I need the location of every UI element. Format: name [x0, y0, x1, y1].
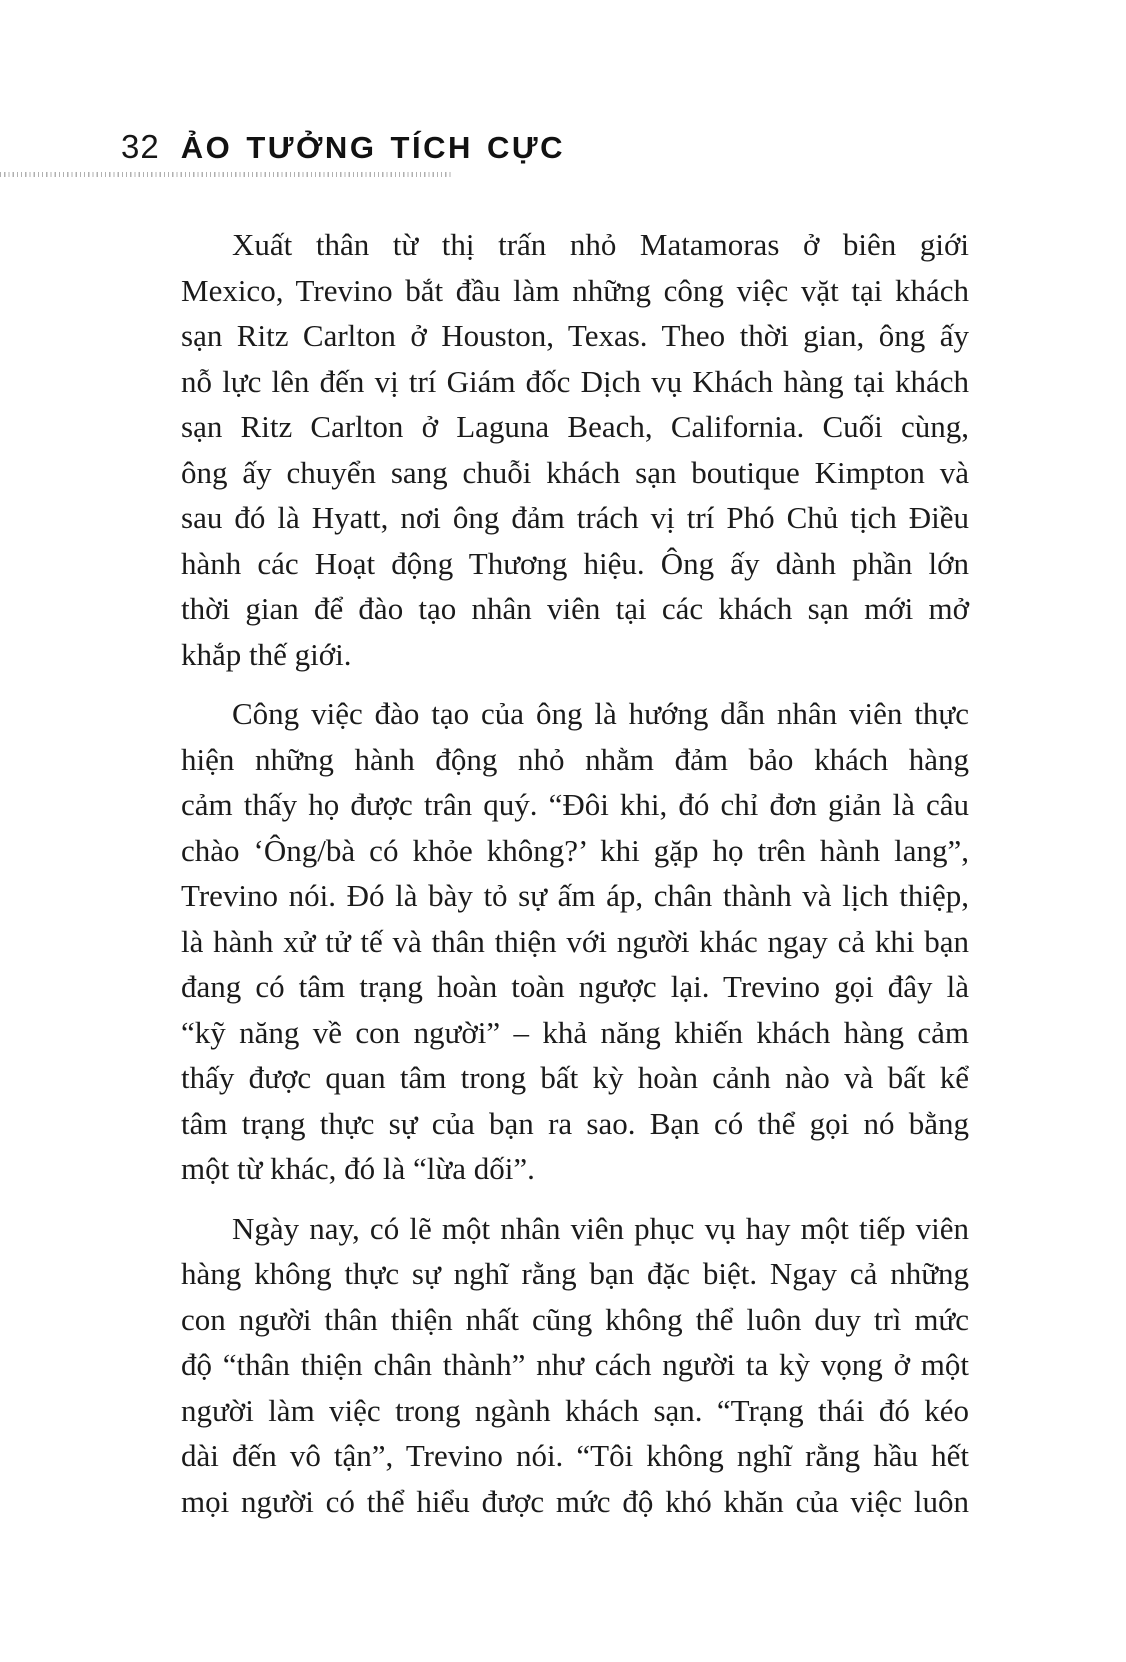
text-line: hành các Hoạt động Thương hiệu. Ông ấy dành phần lớn: [181, 545, 969, 581]
text-line: hiện những hành động nhỏ nhằm đảm bảo khách hàng: [181, 741, 969, 777]
paragraph: [181, 1206, 969, 1525]
text-line: Xuất thân từ thị trấn nhỏ Matamoras ở biên giới: [232, 227, 969, 262]
text-line: một từ khác, đó là “lừa dối”.: [181, 1151, 535, 1186]
text-line: đang có tâm trạng hoàn toàn ngược lại. Trevino gọi đây là: [181, 969, 969, 1004]
text-line: là hành xử tử tế và thân thiện với người khác ngay cả khi bạn: [181, 923, 969, 959]
page-number: 32: [121, 128, 160, 165]
text-line: Trevino nói. Đó là bày tỏ sự ấm áp, chân thành và lịch thiệp,: [181, 878, 969, 913]
header-dotted-divider: [0, 172, 453, 177]
running-header: [121, 128, 565, 166]
body-text: [181, 222, 969, 1524]
text-line: dài đến vô tận”, Trevino nói. “Tôi không nghĩ rằng hầu hết: [181, 1438, 969, 1473]
text-line: cảm thấy họ được trân quý. “Đôi khi, đó chỉ đơn giản là câu: [181, 787, 969, 822]
text-line: sạn Ritz Carlton ở Laguna Beach, California. Cuối cùng,: [181, 409, 969, 444]
text-line: mọi người có thể hiểu được mức độ khó khăn của việc luôn: [181, 1483, 969, 1519]
text-line: thấy được quan tâm trong bất kỳ hoàn cảnh nào và bất kể: [181, 1060, 969, 1095]
chapter-title: ẢO TƯỞNG TÍCH CỰC: [180, 130, 565, 165]
text-line: người làm việc trong ngành khách sạn. “Trạng thái đó kéo: [181, 1392, 969, 1428]
text-line: Ngày nay, có lẽ một nhân viên phục vụ hay một tiếp viên: [232, 1210, 969, 1246]
text-line: thời gian để đào tạo nhân viên tại các khách sạn mới mở: [181, 591, 969, 626]
text-line: sau đó là Hyatt, nơi ông đảm trách vị trí Phó Chủ tịch Điều: [181, 500, 969, 535]
text-line: tâm trạng thực sự của bạn ra sao. Bạn có thể gọi nó bằng: [181, 1105, 969, 1141]
text-line: sạn Ritz Carlton ở Houston, Texas. Theo thời gian, ông ấy: [181, 318, 969, 353]
text-line: Mexico, Trevino bắt đầu làm những công việc vặt tại khách: [181, 272, 969, 308]
text-line: con người thân thiện nhất cũng không thể luôn duy trì mức: [181, 1301, 969, 1337]
text-line: khắp thế giới.: [181, 636, 352, 672]
paragraph: [181, 222, 969, 677]
text-line: chào ‘Ông/bà có khỏe không?’ khi gặp họ trên hành lang”,: [181, 832, 969, 868]
text-line: ông ấy chuyển sang chuỗi khách sạn boutique Kimpton và: [181, 454, 969, 490]
text-line: nỗ lực lên đến vị trí Giám đốc Dịch vụ Khách hàng tại khách: [181, 363, 969, 399]
text-line: Công việc đào tạo của ông là hướng dẫn nhân viên thực: [232, 696, 969, 731]
text-line: hàng không thực sự nghĩ rằng bạn đặc biệt. Ngay cả những: [181, 1256, 969, 1291]
text-line: độ “thân thiện chân thành” như cách người ta kỳ vọng ở một: [181, 1347, 969, 1382]
text-line: “kỹ năng về con người” – khả năng khiến khách hàng cảm: [181, 1014, 969, 1050]
paragraph: [181, 691, 969, 1192]
